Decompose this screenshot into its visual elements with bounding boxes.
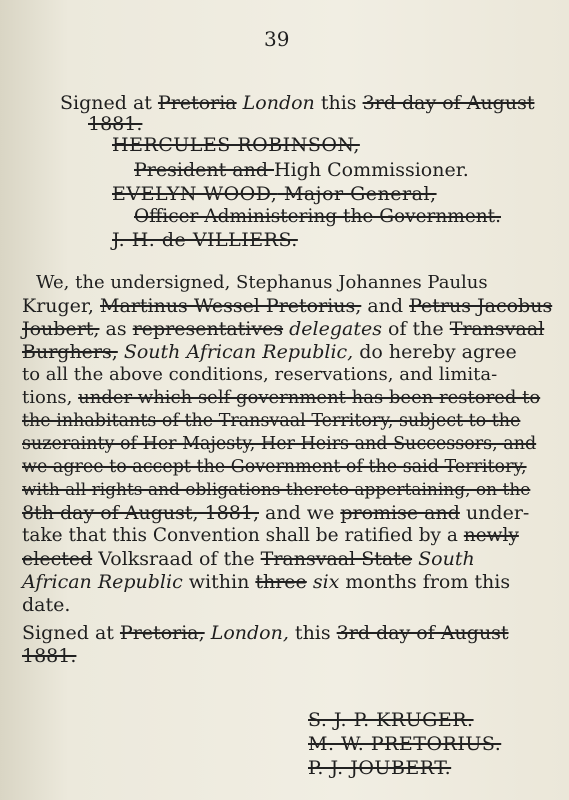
para-line-5: to all the above conditions, reservations, and limita- bbox=[22, 364, 498, 385]
signatory-wood-title: Officer Administering the Government. bbox=[134, 206, 502, 227]
para-line-9: we agree to accept the Government of the said Territory, bbox=[22, 457, 527, 477]
signed-year-2: 1881. bbox=[22, 645, 77, 667]
para-line-1: We, the undersigned, Stephanus Johannes Paulus bbox=[36, 272, 488, 293]
signed-year-1: 1881. bbox=[88, 113, 143, 135]
para-line-8: suzerainty of Her Majesty, Her Heirs and Successors, and bbox=[22, 434, 537, 454]
para-line-14: African Republic within three six months from this bbox=[22, 571, 511, 593]
para-line-7: the inhabitants of the Transvaal Territory, subject to the bbox=[22, 411, 521, 431]
signatory-villiers: J. H. de VILLIERS. bbox=[112, 229, 298, 251]
page-number: 39 bbox=[264, 27, 290, 51]
para-line-6: tions, under which self government has been restored to bbox=[22, 387, 541, 408]
para-line-3: Joubert, as representatives delegates of the Transvaal bbox=[22, 318, 545, 340]
signed-line-1: Signed at Pretoria London this 3rd day of August bbox=[60, 92, 535, 114]
para-line-11: 8th day of August, 1881, and we promise and under- bbox=[22, 502, 530, 524]
para-line-2: Kruger, Martinus Wessel Pretorius, and Petrus Jacobus bbox=[22, 295, 553, 317]
signatory-joubert: P. J. JOUBERT. bbox=[308, 757, 452, 779]
signatory-robinson: HERCULES ROBINSON, bbox=[112, 134, 360, 156]
para-line-15: date. bbox=[22, 594, 71, 616]
signatory-kruger: S. J. P. KRUGER. bbox=[308, 709, 474, 731]
signatory-robinson-title: President and High Commissioner. bbox=[134, 159, 469, 181]
para-line-10: with all rights and obligations thereto appertaining, on the bbox=[22, 480, 531, 500]
para-line-13: elected Volksraad of the Transvaal State South bbox=[22, 548, 475, 570]
signed-line-2: Signed at Pretoria, London, this 3rd day of August bbox=[22, 622, 509, 644]
para-line-12: take that this Convention shall be ratified by a newly bbox=[22, 525, 519, 546]
signatory-wood: EVELYN WOOD, Major General, bbox=[112, 183, 437, 205]
signatory-pretorius: M. W. PRETORIUS. bbox=[308, 733, 502, 755]
para-line-4: Burghers, South African Republic, do hereby agree bbox=[22, 341, 517, 363]
